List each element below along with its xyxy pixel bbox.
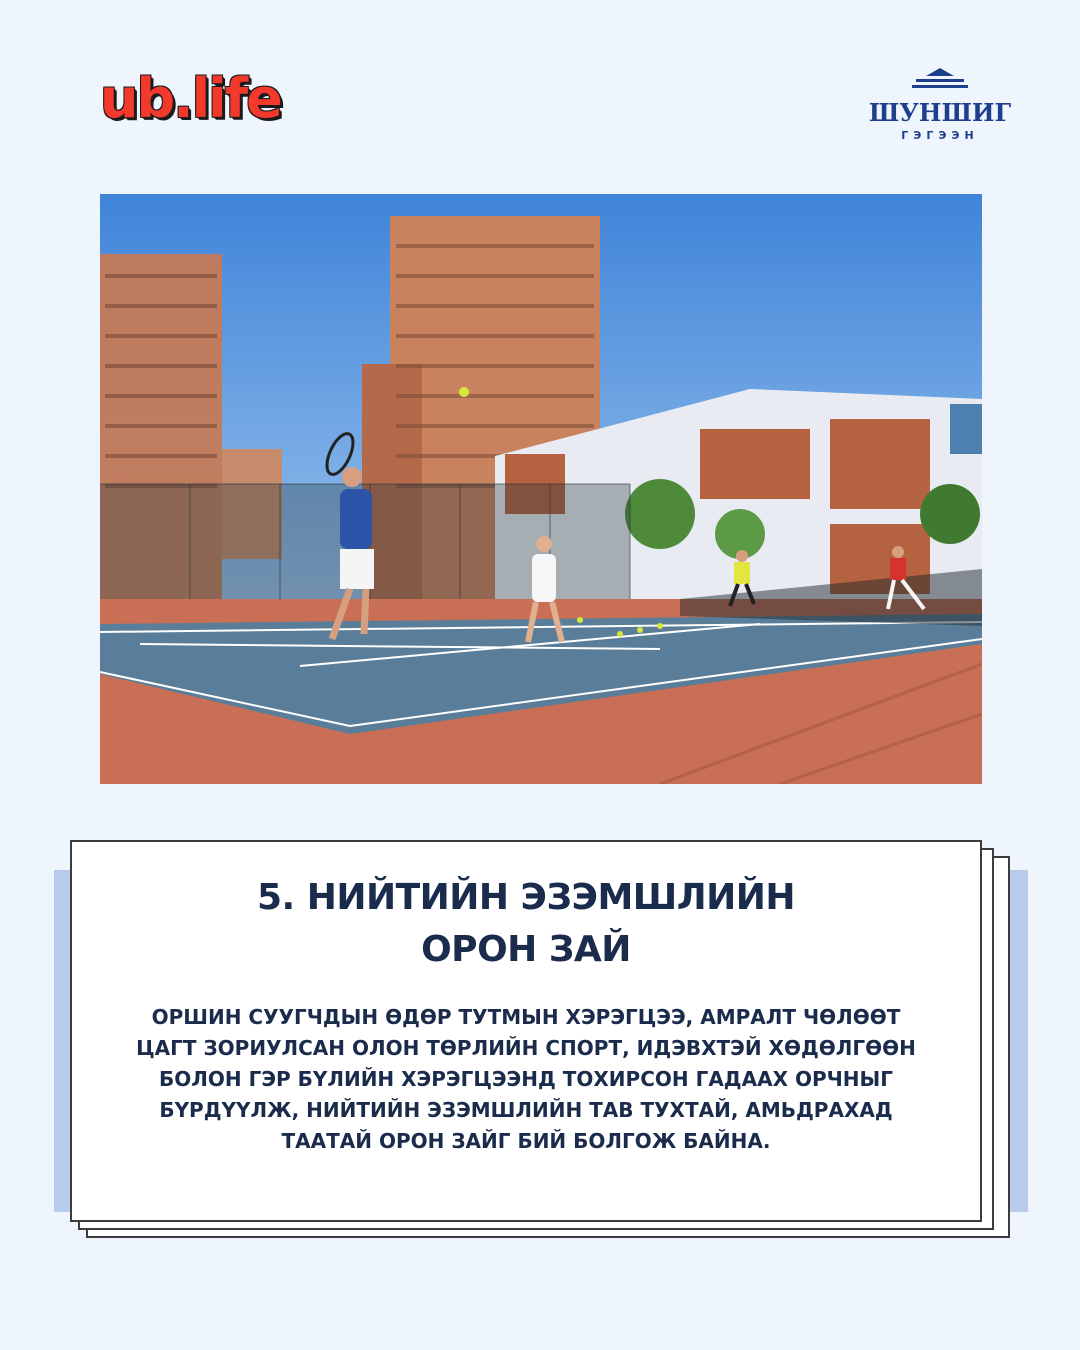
tennis-court-photo bbox=[100, 194, 982, 784]
info-card bbox=[70, 840, 982, 1222]
ub-life-logo: ub.life bbox=[100, 67, 281, 130]
card-title-line1: 5. НИЙТИЙН ЭЗЭМШЛИЙН bbox=[256, 877, 796, 918]
brand-subtitle: ГЭГЭЭН bbox=[901, 129, 979, 142]
building-roof-icon bbox=[908, 66, 972, 92]
card-body-text: ОРШИН СУУГЧДЫН ӨДӨР ТУТМЫН ХЭРЭГЦЭЭ, АМРАЛТ ЧӨЛӨӨТ ЦАГТ ЗОРИУЛСАН ОЛОН ТӨРЛИЙН СПОРТ, ИДЭВХТЭЙ ХӨДӨЛГӨӨН БОЛОН ГЭР БҮЛИЙН ХЭРЭГЦЭЭНД ТОХИРСОН ГАДААХ ОРЧНЫГ БҮРДҮҮЛЖ, НИЙТИЙН ЭЗЭМШЛИЙН ТАВ ТУХТАЙ, АМЬДРАХАД ТААТАЙ ОРОН ЗАЙГ БИЙ БОЛГОЖ БАЙНА. bbox=[136, 1005, 916, 1153]
brand-name: ШУНШИГ bbox=[868, 98, 1012, 127]
card-title-line2: ОРОН ЗАЙ bbox=[421, 929, 631, 970]
card-title bbox=[72, 872, 980, 976]
shunshig-logo bbox=[860, 66, 1020, 142]
